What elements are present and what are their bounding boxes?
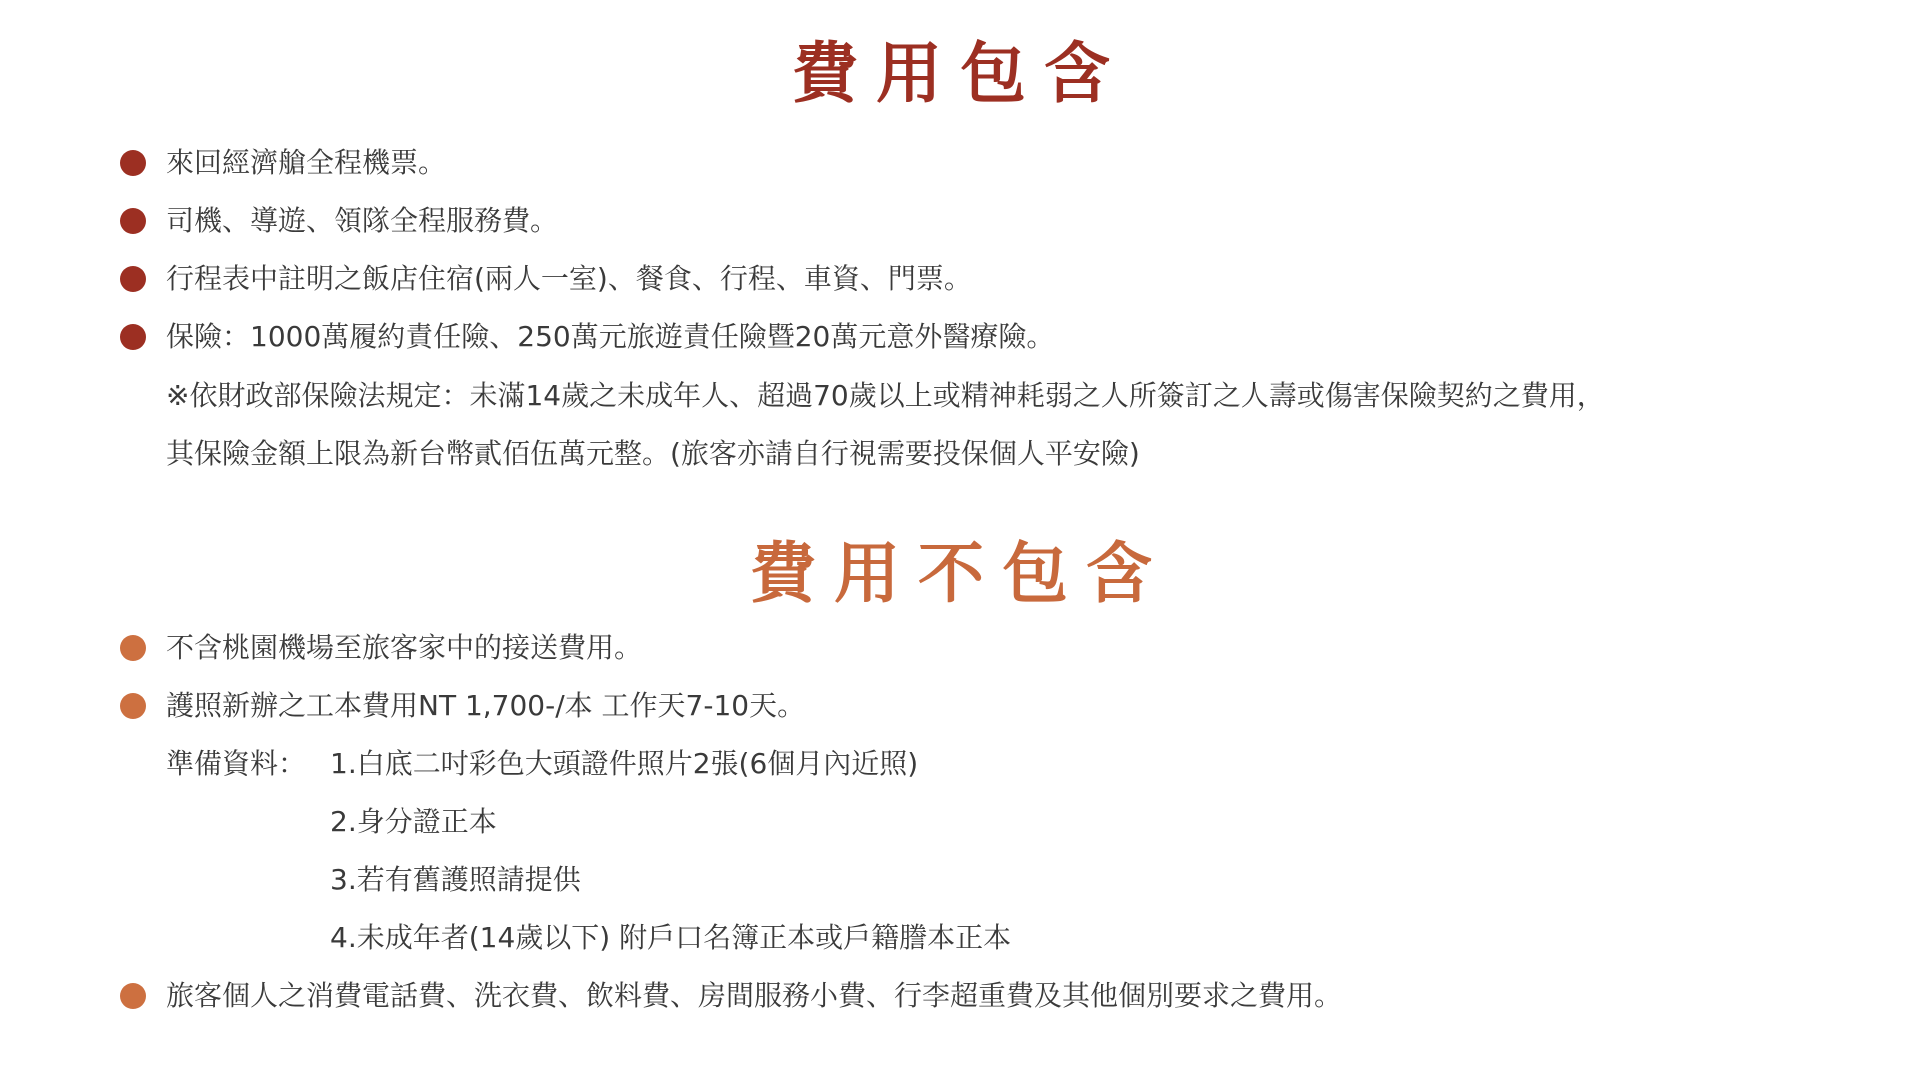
included-item-text: 保險：1000萬履約責任險、250萬元旅遊責任險暨20萬元意外醫療險。	[166, 320, 1055, 353]
bullet-dot-icon	[120, 983, 146, 1009]
included-item-text: 司機、導遊、領隊全程服務費。	[166, 204, 559, 237]
excluded-item-text: 不含桃園機場至旅客家中的接送費用。	[166, 631, 643, 664]
prep-item-text: 1.白底二吋彩色大頭證件照片2張(6個月內近照)	[330, 747, 919, 780]
bullet-dot-icon	[120, 635, 146, 661]
included-item-text: 來回經濟艙全程機票。	[166, 146, 447, 179]
prep-label: 準備資料：	[166, 747, 307, 780]
included-item-text: 行程表中註明之飯店住宿(兩人一室)、餐食、行程、車資、門票。	[166, 262, 972, 295]
bullet-dot-icon	[120, 150, 146, 176]
bullet-dot-icon	[120, 266, 146, 292]
prep-item-text: 2.身分證正本	[330, 805, 497, 838]
excluded-item-text: 護照新辦之工本費用NT 1,700-/本 工作天7-10天。	[166, 689, 806, 722]
bullet-dot-icon	[120, 693, 146, 719]
bullet-dot-icon	[120, 324, 146, 350]
bullet-dot-icon	[120, 208, 146, 234]
excluded-section-title: 費用不包含	[750, 534, 1170, 612]
included-section-title: 費用包含	[792, 34, 1128, 112]
insurance-note-text: 其保險金額上限為新台幣貳佰伍萬元整。(旅客亦請自行視需要投保個人平安險)	[166, 437, 1140, 470]
prep-item-text: 3.若有舊護照請提供	[330, 863, 581, 896]
prep-item-text: 4.未成年者(14歲以下) 附戶口名簿正本或戶籍謄本正本	[330, 921, 1012, 954]
excluded-item-text: 旅客個人之消費電話費、洗衣費、飲料費、房間服務小費、行李超重費及其他個別要求之費用。	[166, 979, 1343, 1012]
insurance-note-text: ※依財政部保險法規定：未滿14歲之未成年人、超過70歲以上或精神耗弱之人所簽訂之人壽或傷害保險契約之費用，	[166, 379, 1605, 412]
